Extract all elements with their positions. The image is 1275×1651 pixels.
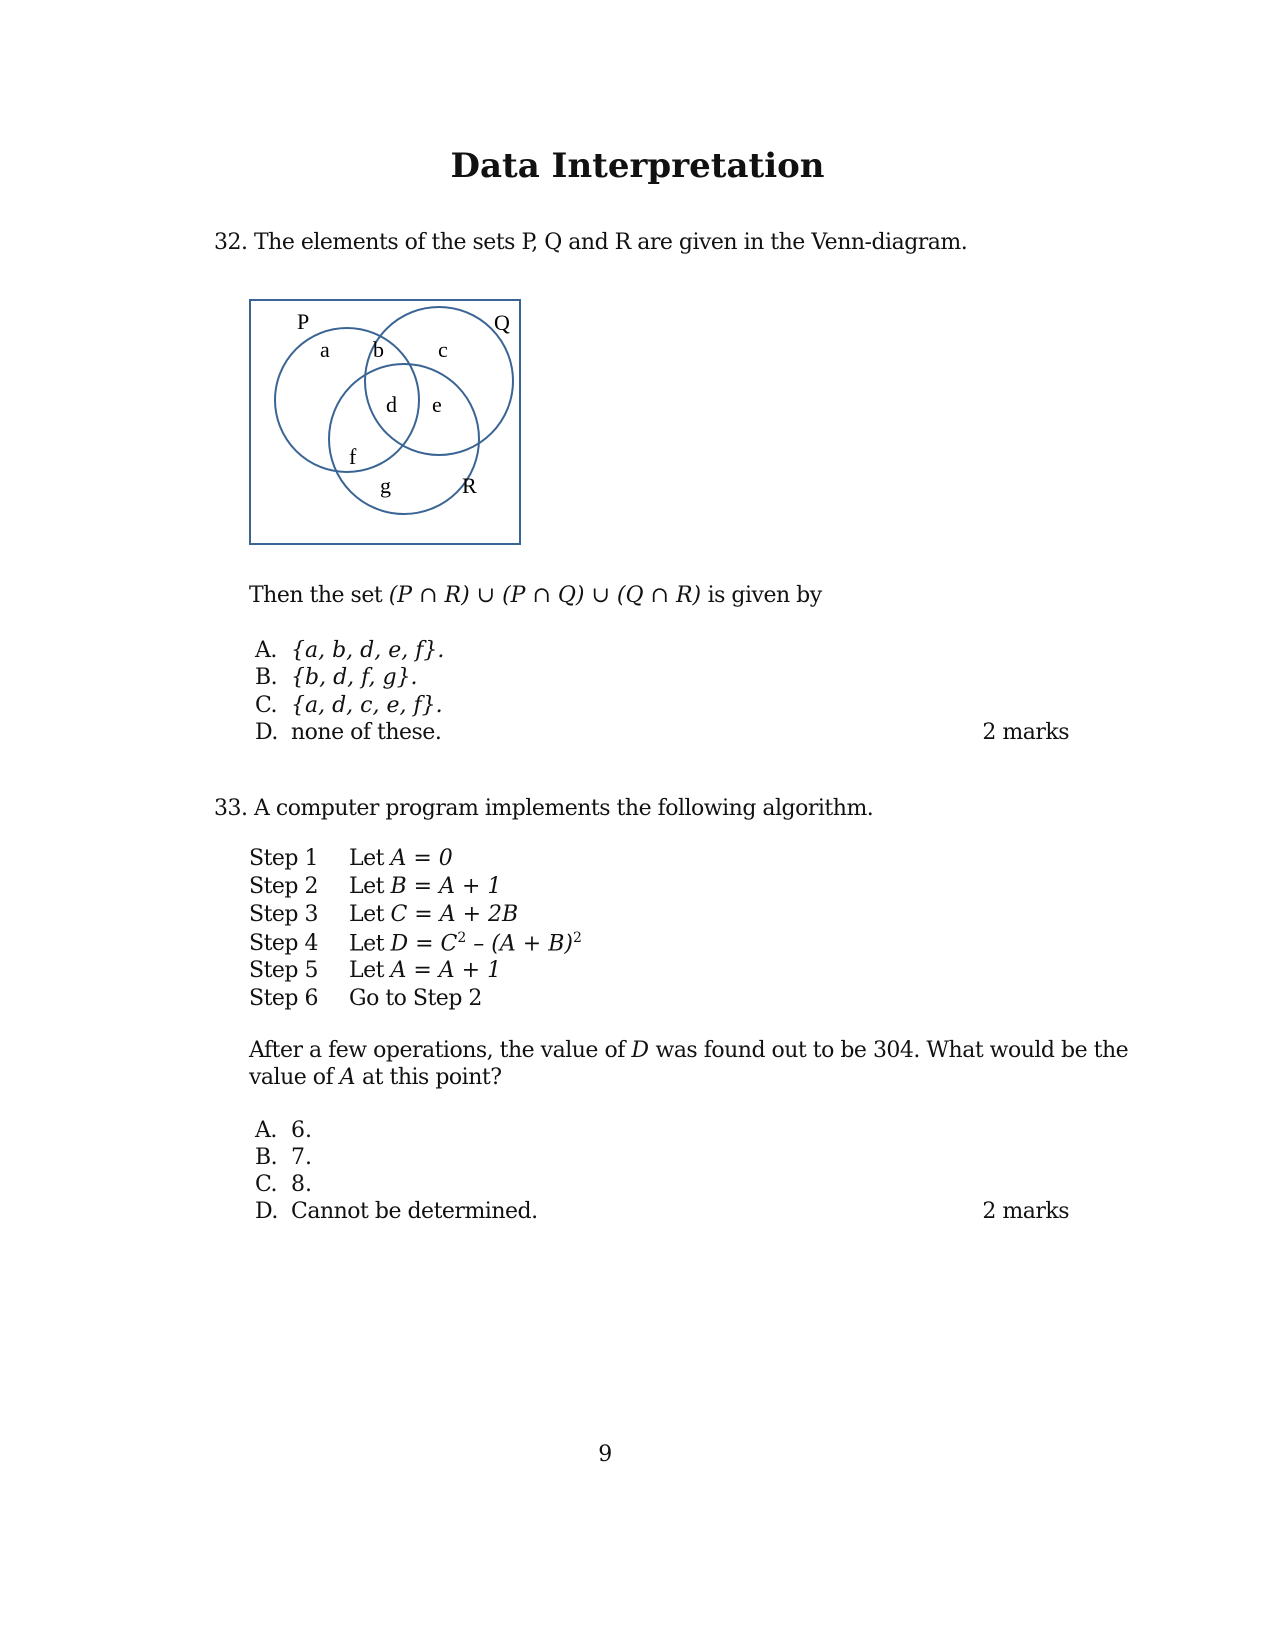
q32-option-d [255,720,441,745]
step-expression: A = A + 1 [390,958,502,983]
step-let: Let [349,846,384,871]
q32-question [249,583,822,608]
venn-element-c: c [438,337,448,362]
q33-followup-line-1 [249,1038,1128,1063]
step-exponent-b: 2 [572,930,582,946]
q33-step-4 [249,930,582,956]
option-text: {b, d, f, g}. [291,665,418,690]
venn-element-e: e [432,392,442,417]
step-let: Let [349,931,384,957]
q33-step-6 [249,986,482,1011]
step-expression: B = A + 1 [390,874,502,899]
option-letter: C. [255,1172,278,1197]
q32-prompt-text: The elements of the sets P, Q and R are given in the Venn-diagram. [254,230,968,255]
venn-label-r: R [462,473,477,498]
q33-option-a [255,1118,312,1143]
q33-followup-line-2 [249,1065,502,1090]
step-label: Step 1 [249,846,319,871]
q32-number: 32. [214,230,248,255]
q32-question-suffix: is given by [707,583,822,608]
step-expression-part-b: – (A + B) [466,931,573,957]
option-text: 6. [291,1118,312,1143]
venn-circle-q [365,307,513,455]
step-expression-part-a: D = C [390,931,458,957]
option-text: {a, b, d, e, f}. [291,638,445,663]
venn-label-p: P [297,309,310,334]
step-label: Step 5 [249,958,319,983]
followup-text: was found out to be 304. What would be the [655,1038,1129,1063]
option-letter: A. [255,638,277,663]
page-number: 9 [598,1442,612,1467]
option-text: 7. [291,1145,312,1170]
venn-element-g: g [380,473,391,498]
q33-prompt-text: A computer program implements the following algorithm. [254,796,874,821]
q32-marks: 2 marks [982,720,1069,745]
q33-step-5 [249,958,501,983]
followup-text: at this point? [362,1065,502,1090]
venn-universe-box [250,300,520,544]
option-text: Cannot be determined. [291,1199,538,1224]
step-label: Step 4 [249,931,319,957]
q33-option-c [255,1172,312,1197]
venn-element-a: a [320,337,330,362]
step-let: Let [349,902,384,927]
q32-option-b [255,665,418,690]
q32-prompt [214,230,967,255]
step-exponent-a: 2 [457,930,467,946]
q33-option-d [255,1199,538,1224]
step-label: Step 3 [249,902,319,927]
step-expression: A = 0 [390,846,453,871]
step-expression: C = A + 2B [390,902,519,927]
venn-circle-r [329,364,479,514]
step-label: Step 2 [249,874,319,899]
venn-element-b: b [373,337,384,362]
q32-option-c [255,693,443,718]
q33-step-1 [249,846,453,871]
option-text: 8. [291,1172,312,1197]
step-let: Let [349,958,384,983]
option-letter: A. [255,1118,277,1143]
venn-label-q: Q [494,310,510,335]
step-text: Go to Step 2 [349,986,482,1011]
q33-step-2 [249,874,501,899]
followup-variable-d: D [631,1038,649,1063]
page-title: Data Interpretation [450,146,825,186]
followup-text: value of [249,1065,334,1090]
option-letter: D. [255,720,278,745]
option-text: none of these. [291,720,442,745]
q32-option-a [255,638,444,663]
venn-element-d: d [386,392,397,417]
q32-question-expression: (P ∩ R) ∪ (P ∩ Q) ∪ (Q ∩ R) [388,583,702,608]
followup-variable-a: A [339,1065,356,1090]
option-letter: B. [255,665,278,690]
q33-marks: 2 marks [982,1199,1069,1224]
venn-diagram [249,299,523,547]
followup-text: After a few operations, the value of [249,1038,625,1063]
option-letter: B. [255,1145,278,1170]
q33-prompt [214,796,873,821]
venn-element-f: f [349,444,357,469]
option-letter: C. [255,693,278,718]
q33-option-b [255,1145,312,1170]
step-let: Let [349,874,384,899]
option-text: {a, d, c, e, f}. [291,693,443,718]
venn-circle-p [275,328,419,472]
step-label: Step 6 [249,986,319,1011]
q32-question-prefix: Then the set [249,583,383,608]
q33-number: 33. [214,796,248,821]
q33-step-3 [249,902,518,927]
option-letter: D. [255,1199,278,1224]
